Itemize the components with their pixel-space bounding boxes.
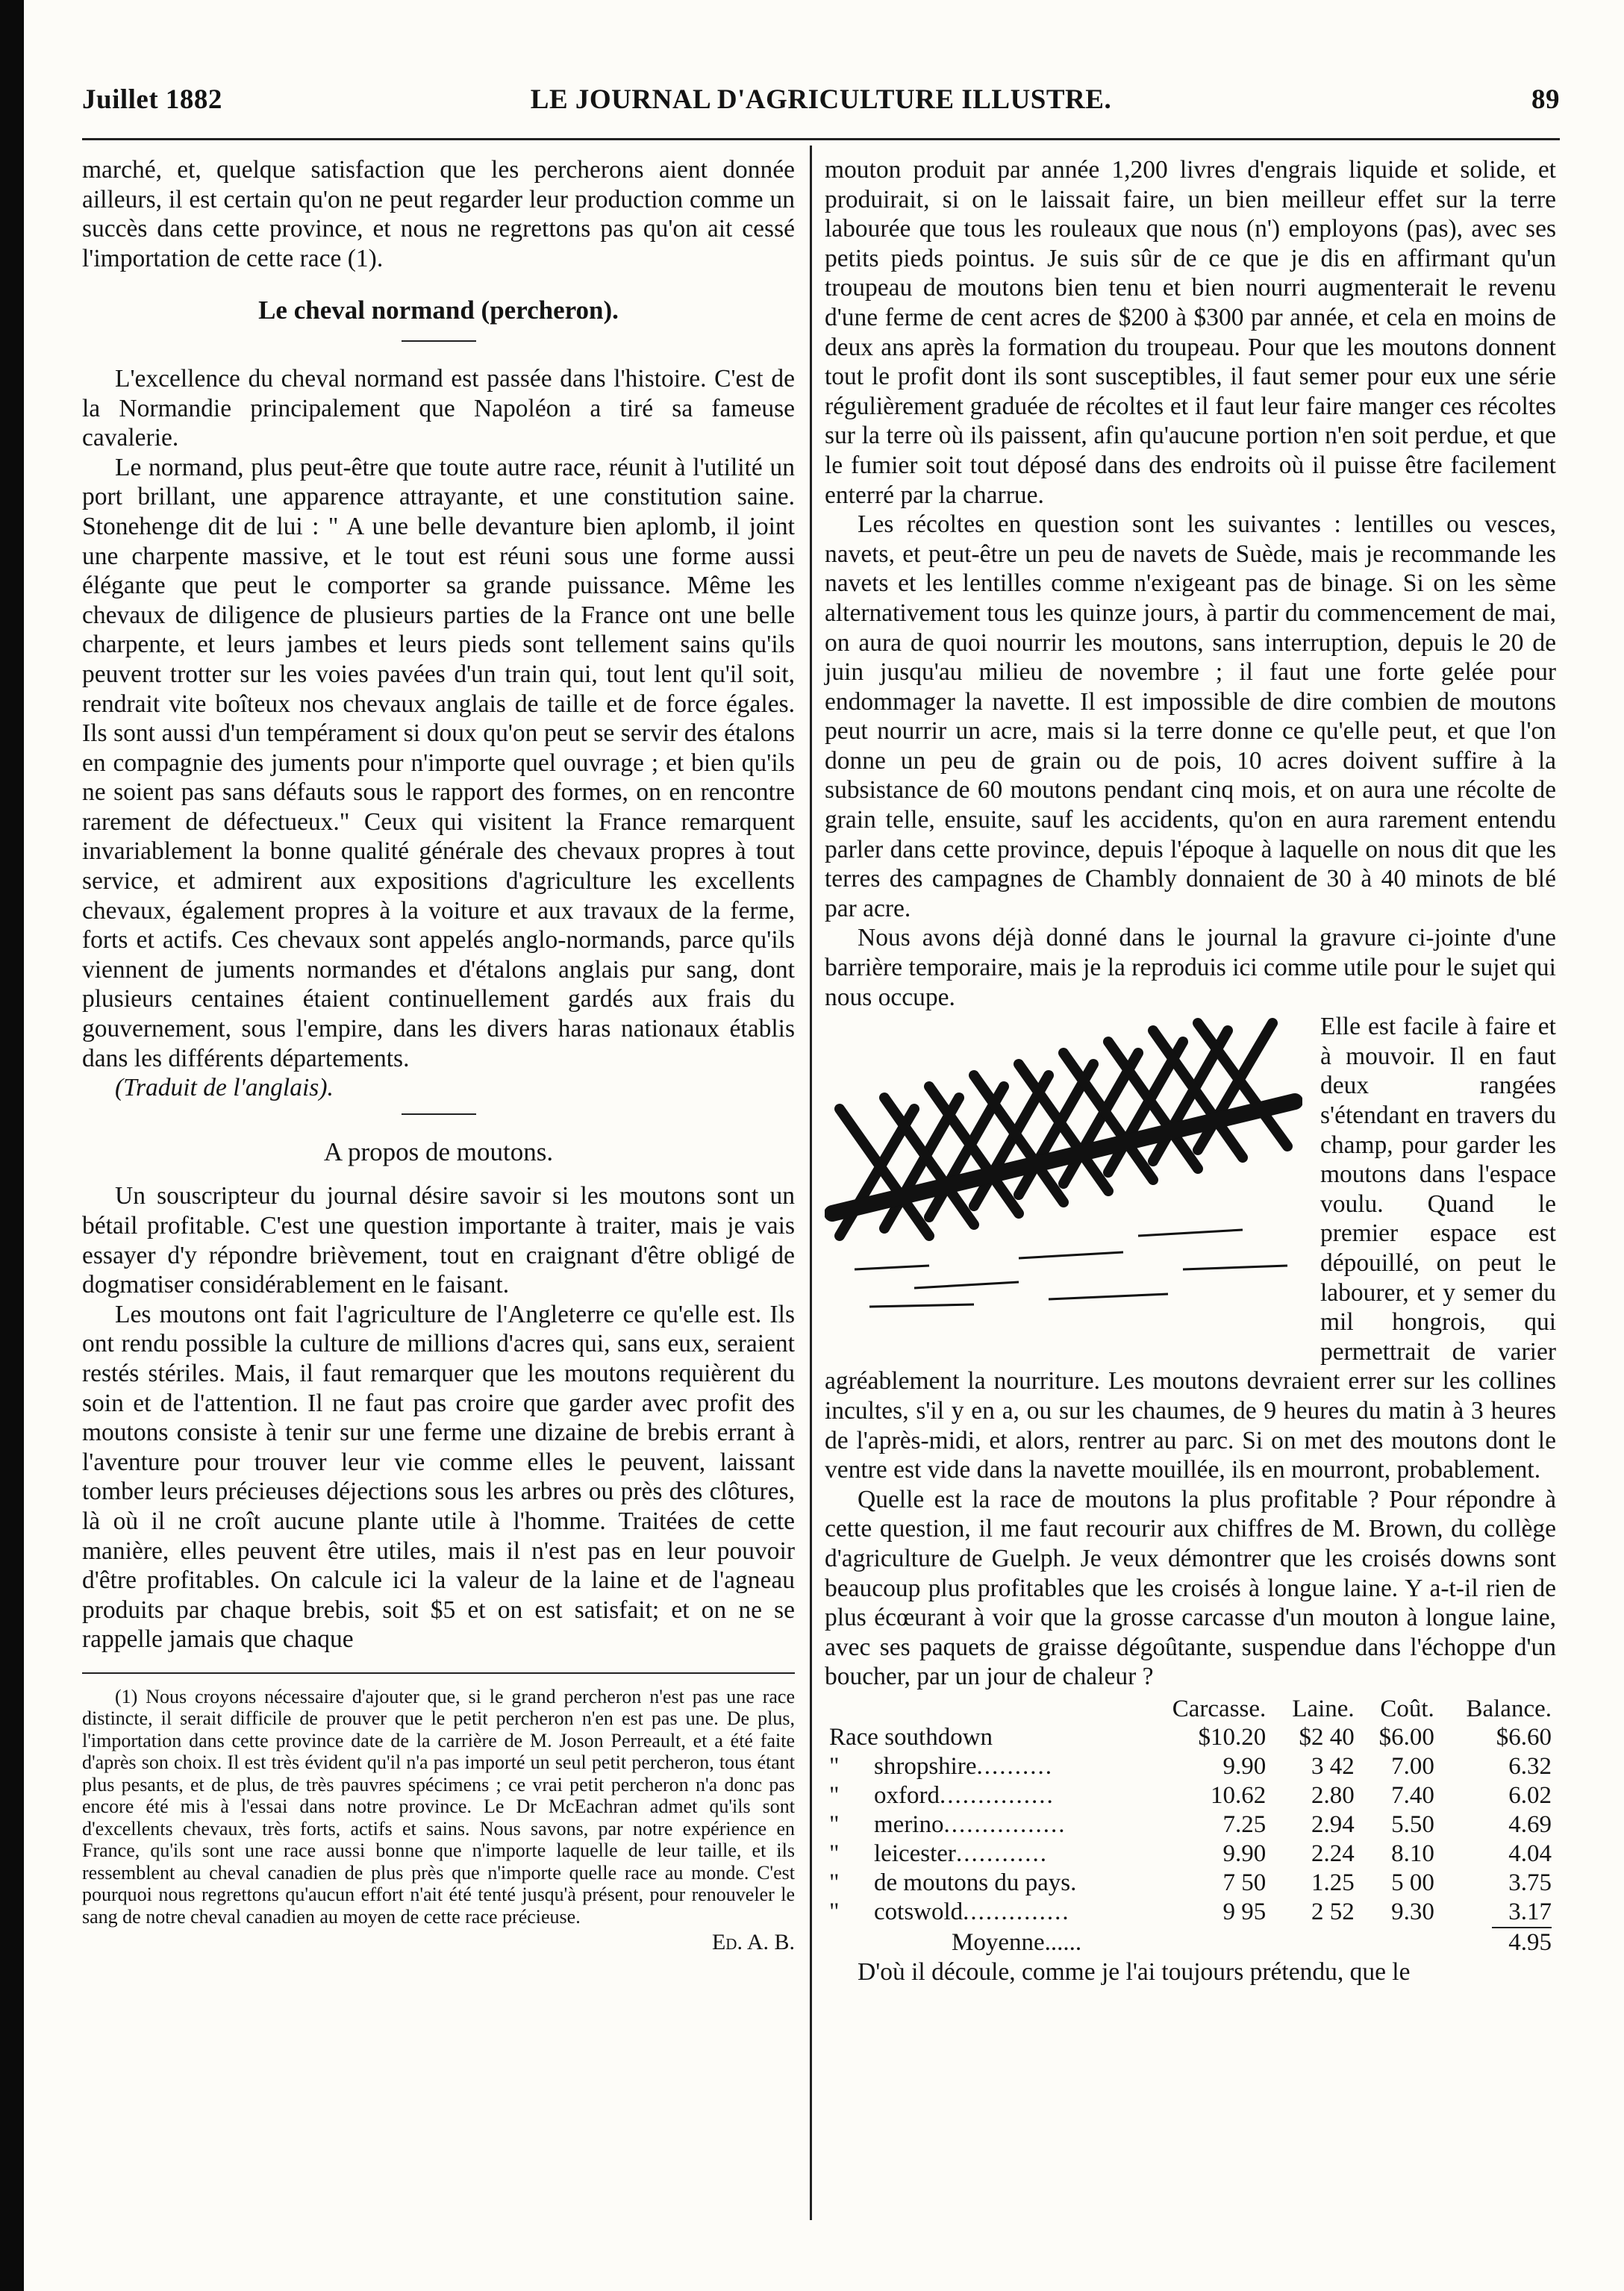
scan-border [0,0,24,2291]
table-row [825,1810,1556,1840]
leader-dots: ................ [943,1810,1066,1838]
table-header-balance: Balance. [1466,1695,1552,1722]
row-prefix: " [829,1840,840,1867]
page-header [82,84,1560,121]
leader-dots: ............... [939,1781,1055,1809]
right-column [825,155,1556,1987]
horse-paragraph-2: Le normand, plus peut-être que toute autre race, réunit à l'utilité un port brillant, une apparence attrayante, et une constitution saine. Stonehenge dit de lui : " A une belle devanture bien aplomb, il joint une charpente massive, et le tout est réuni sous une forme aussi élégante que peut le comporter sa grande puissance. Même les chevaux de diligence de plusieurs parties de la France ont une belle charpente, et leurs jambes et leurs pieds sont tellement sains qu'ils peuvent trotter sur les voies pavées d'un train qui, tout lent qu'il soit, rendrait vite boîteux nos chevaux anglais de taille et de force égales. Ils sont aussi d'un tempérament si doux qu'on peut se servir des étalons en compagnie des juments pour n'importe quel ouvrage ; et bien qu'ils ne soient pas sans défauts sous le rapport des formes, on en rencontre rarement de défectueux." Ceux qui visitent la France remarquent invariablement la bonne qualité générale des chevaux propres à tout service, et admirent aux expositions d'agriculture les excellents chevaux, également propres à la voiture et aux travaux de la ferme, forts et actifs. Ces chevaux sont appelés anglo-normands, parce qu'ils viennent de juments normandes et d'étalons anglais pur sang, dont plusieurs centaines étaient continuellement gardés aux frais du gouvernement, sous l'empire, dans les divers haras nationaux établis dans les différents départements. [82,453,795,1072]
breed-cell [825,1781,1143,1810]
balance-cell: $6.60 [1496,1723,1552,1751]
header-title: LE JOURNAL D'AGRICULTURE ILLUSTRE. [530,84,1112,115]
table-header-row [825,1695,1556,1723]
cout-cell: 8.10 [1391,1840,1434,1867]
carcasse-cell: 9 95 [1222,1898,1267,1925]
balance-cell: 6.32 [1508,1752,1552,1780]
breed-name: cotswold [874,1898,964,1925]
row-prefix: " [829,1810,840,1838]
section-rule [402,1113,476,1115]
column-divider [810,146,812,2220]
leader-dots: ............ [955,1840,1048,1867]
laine-cell: 2.80 [1311,1781,1355,1809]
fence-illustration [825,1012,1302,1333]
sheep-paragraph-2: Les moutons ont fait l'agriculture de l'Angleterre ce qu'elle est. Ils ont rendu possible la culture de millions d'acres qui, sans eux, seraient restés stériles. Mais, il faut remarquer que les moutons requièrent du soin et de l'attention. Il ne faut pas croire que garder avec profit des moutons consiste à tenir sur une ferme une dizaine de brebis errant à l'aventure pour trouver leur vie comme elles le peuvent, laissant tomber leurs précieuses déjections sous les arbres ou près des clôtures, là où il ne croît aucune plante utile à l'homme. Traitées de cette manière, elles peuvent être utiles, mais il n'est pas en leur pouvoir d'être profitables. On calcule ici la valeur de la laine et de l'agneau produits par chaque brebis, soit $5 et on est satisfait; et on ne se rappelle jamais que chaque [82,1300,795,1654]
balance-cell: 6.02 [1508,1781,1552,1809]
breed-name: shropshire [874,1752,977,1780]
sheep-paragraph-1: Un souscripteur du journal désire savoir si les moutons sont un bétail profitable. C'est une question importante à traiter, mais je vais essayer d'y répondre brièvement, tout en craignant d'être obligé de dogmatiser considérablement en le faisant. [82,1182,795,1299]
header-rule [82,138,1560,140]
breed-name: southdown [884,1723,993,1751]
breed-cell [825,1752,1143,1781]
section-rule [402,340,476,342]
breed-cell [825,1840,1143,1869]
right-paragraph-5: Quelle est la race de moutons la plus profitable ? Pour répondre à cette question, il me faut recourir aux chiffres de M. Brown, du collège d'agriculture de Guelph. Je veux démontrer que les croisés downs sont beaucoup plus profitables que les croisés à longue laine. Y a-t-il rien de plus écœurant à voir que la grosse carcasse d'un mouton à longue laine, avec ses paquets de graisse dégoûtante, suspendue dans l'échoppe d'un boucher, par un jour de chaleur ? [825,1485,1556,1691]
carcasse-cell: 7.25 [1222,1810,1267,1838]
left-column [82,155,795,1957]
cout-cell: 5 00 [1391,1869,1434,1896]
breed-cell [825,1898,1143,1927]
right-paragraph-1: mouton produit par année 1,200 livres d'engrais liquide et solide, et produirait, si on le laissait faire, un bien meilleur effet sur la terre labourée que tous les rouleaux que nous (n') employons (pas), avec ses petits pieds pointus. Je suis sûr de ce que je dis en affirmant qu'un troupeau de moutons bien tenu et bien nourri augmenterait le revenu d'une ferme de cent acres de $200 à $300 par année, et cela en moins de deux ans après la formation du troupeau. Pour que les moutons donnent tout le profit dont ils sont susceptibles, il faut semer pour eux une série régulièrement graduée de récoltes et il faut leur faire manger ces récoltes sur la terre où ils paissent, afin qu'aucune portion n'en soit perdue, et que le fumier soit tout déposé dans des endroits où il puisse être facilement enterré par la charrue. [825,156,1556,509]
cout-cell: 7.00 [1391,1752,1434,1780]
sheep-profit-table [825,1695,1556,1957]
table-average-row [825,1928,1556,1957]
average-label: Moyenne...... [952,1928,1082,1956]
page-number: 89 [1531,84,1560,115]
carcasse-cell: $10.20 [1198,1723,1267,1751]
table-row [825,1869,1556,1898]
table-row [825,1840,1556,1869]
table-header-cout: Coût. [1380,1695,1434,1722]
breed-name: merino [874,1810,944,1838]
horse-paragraph-1: L'excellence du cheval normand est passée dans l'histoire. C'est de la Normandie principalement que Napoléon a tiré sa fameuse cavalerie. [82,364,795,452]
leader-dots: .......... [976,1752,1053,1780]
laine-cell: 3 42 [1311,1752,1355,1780]
table-row [825,1752,1556,1781]
row-prefix: " [829,1752,840,1780]
breed-name: oxford [874,1781,940,1809]
laine-cell: 1.25 [1311,1869,1355,1896]
carcasse-cell: 9.90 [1222,1752,1267,1780]
laine-cell: 2.94 [1311,1810,1355,1838]
table-header-blank [825,1695,1143,1723]
carcasse-cell: 9.90 [1222,1840,1267,1867]
average-value: 4.95 [1508,1928,1552,1956]
cout-cell: 5.50 [1391,1810,1434,1838]
table-header-laine: Laine. [1292,1695,1355,1722]
balance-cell: 3.75 [1508,1869,1552,1896]
footnote: (1) Nous croyons nécessaire d'ajouter que, si le grand percheron n'est pas une race distincte, il serait difficile de prouver que le petit percheron n'en est pas une. De plus, l'importation dans cette province date de la carrière de M. Joson Perreault, et a été faite d'après son choix. Il est très évident qu'il n'a pas importé un seul petit percheron, tous étant plus pesants, et de plus, de très pauvres spécimens ; ce vrai petit percheron n'a donc pas encore été mis à l'essai dans notre province. Le Dr McEachran admet qu'ils sont d'excellents chevaux, très forts, actifs et sains. Nous savons, par notre expérience en France, qu'ils sont une race aussi bonne que n'importe laquelle de leur taille, et ils ressemblent au cheval canadien de plus près que n'importe quelle race au monde. C'est pourquoi nous regrettons qu'aucun effort n'ait été tenté jusqu'à présent, pour renouveler le sang de notre cheval canadien au moyen de cette race précieuse. [82,1685,795,1928]
laine-cell: 2.24 [1311,1840,1355,1867]
breed-cell [825,1810,1143,1840]
leader-dots: .............. [963,1898,1070,1925]
balance-cell: 4.04 [1508,1840,1552,1867]
breed-cell [825,1869,1143,1898]
heading-sheep: A propos de moutons. [323,1137,554,1166]
breed-name: leicester [874,1840,956,1867]
table-row [825,1781,1556,1810]
row-prefix: " [829,1869,840,1896]
row-prefix: Race [829,1723,878,1751]
right-paragraph-2: Les récoltes en question sont les suivantes : lentilles ou vesces, navets, et peut-être un peu de navets de Suède, mais je recommande les navets et les lentilles comme n'exigeant pas de binage. Si on les sème alternativement tous les quinze jours, à partir du commencement de mai, on aura de quoi nourrir les moutons, sans interruption, depuis le 20 de juin jusqu'au milieu de novembre ; il faut une forte gelée pour endommager la navette. Il est impossible de dire combien de moutons peut nourrir un acre, mais si la terre donne ce qu'elle peut, et que l'on donne un peu de grain ou de pois, 10 acres doivent suffire à la subsistance de 60 moutons pendant cinq mois, et on aura une récolte de grain telle, ensuite, sauf les accidents, qu'on en aura rarement entendu parler dans cette province, depuis l'époque à laquelle on nous dit que les terres des campagnes de Chambly donnaient de 30 à 40 minots de blé par acre. [825,510,1556,922]
carcasse-cell: 10.62 [1210,1781,1267,1809]
cout-cell: $6.00 [1378,1723,1434,1751]
closing-line: D'où il découle, comme je l'ai toujours prétendu, que le [858,1957,1411,1986]
breed-name: de moutons du pays. [874,1869,1077,1896]
temporary-fence-engraving [825,1012,1302,1333]
row-prefix: " [829,1898,840,1925]
table-header-carcasse: Carcasse. [1172,1695,1267,1722]
laine-cell: 2 52 [1311,1898,1355,1925]
table-row [825,1723,1556,1752]
balance-cell: 4.69 [1508,1810,1552,1838]
translation-credit: (Traduit de l'anglais). [115,1074,334,1102]
cout-cell: 9.30 [1391,1898,1434,1925]
intro-paragraph: marché, et, quelque satisfaction que les percherons aient donnée ailleurs, il est certain qu'on ne peut regarder leur production comme un succès dans cette province, et nous ne regrettons pas qu'on ait cessé l'importation de cette race (1). [82,156,795,272]
balance-cell: 3.17 [1508,1898,1552,1925]
row-prefix: " [829,1781,840,1809]
table-row [825,1898,1556,1927]
heading-norman-horse: Le cheval normand (percheron). [258,296,619,325]
carcasse-cell: 7 50 [1222,1869,1267,1896]
laine-cell: $2 40 [1299,1723,1355,1751]
right-paragraph-4: Elle est facile à faire et à mouvoir. Il en faut deux rangées s'étendant en travers du champ, pour garder les moutons dans l'espace voulu. Quand le premier espace est dépouillé, on peut le labourer, et y semer du mil hongrois, qui permettrait de varier agréablement la nourriture. Les moutons devraient errer sur les collines incultes, s'il y en a, ou sur les chaumes, de 9 heures du matin à 3 heures de l'après-midi, et alors, rentrer au parc. Si on met des moutons dont le ventre est vide dans la navette mouillée, ils en mourront, probablement. [825,1013,1556,1484]
footnote-signature: Ed. A. B. [711,1930,795,1955]
cout-cell: 7.40 [1391,1781,1434,1809]
header-date: Juillet 1882 [82,84,222,115]
breed-cell [825,1723,1143,1752]
footnote-rule [82,1672,795,1674]
right-paragraph-3: Nous avons déjà donné dans le journal la gravure ci-jointe d'une barrière temporaire, mais je la reproduis ici comme utile pour le sujet qui nous occupe. [825,924,1556,1011]
